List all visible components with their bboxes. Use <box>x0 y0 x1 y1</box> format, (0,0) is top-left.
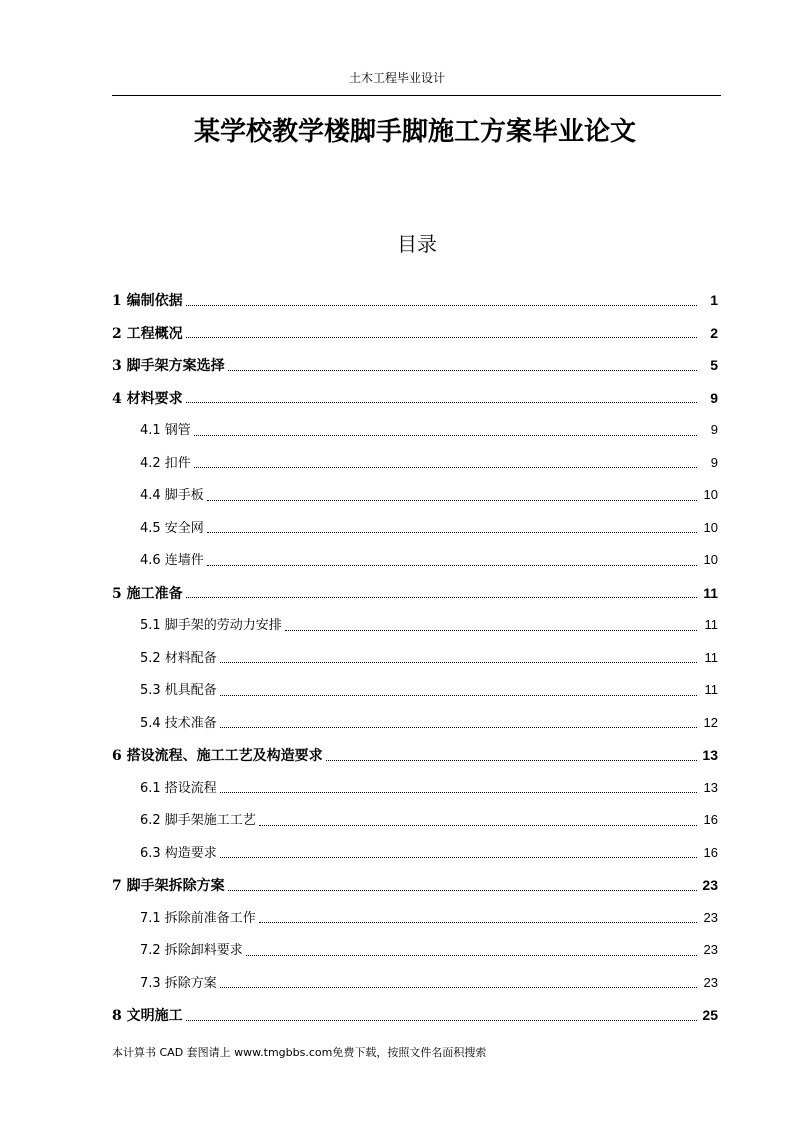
toc-entry-page-number: 16 <box>703 844 718 860</box>
toc-entry-page-number: 2 <box>710 324 718 341</box>
toc-dot-leader <box>186 337 697 338</box>
toc-entry-label: 7.2 拆除卸料要求 <box>140 943 243 958</box>
toc-entry-page-number: 23 <box>703 974 718 990</box>
toc-section-entry[interactable] <box>140 550 718 570</box>
toc-dot-leader <box>228 890 697 891</box>
toc-chapter-entry[interactable] <box>112 875 718 895</box>
toc-dot-leader <box>220 792 697 793</box>
toc-dot-leader <box>186 597 697 598</box>
toc-dot-leader <box>220 695 697 696</box>
footer-note: 本计算书 CAD 套图请上 www.tmgbbs.com免费下载，按照文件名面积搜索 <box>112 1046 487 1059</box>
toc-entry-page-number: 10 <box>703 487 718 502</box>
toc-chapter-entry[interactable] <box>112 1005 718 1025</box>
toc-chapter-entry[interactable] <box>112 388 718 408</box>
toc-entry-label: 5.3 机具配备 <box>140 683 217 698</box>
toc-section-entry[interactable] <box>140 908 718 928</box>
toc-entry-page-number: 10 <box>703 552 718 567</box>
toc-dot-leader <box>207 500 697 501</box>
document-title: 某学校教学楼脚手脚施工方案毕业论文 <box>193 117 636 147</box>
toc-entry-label: 5 施工准备 <box>112 585 183 602</box>
toc-entry-label: 5.1 脚手架的劳动力安排 <box>140 618 282 633</box>
toc-dot-leader <box>220 857 697 858</box>
toc-entry-label: 7.1 拆除前准备工作 <box>140 910 256 926</box>
toc-section-entry[interactable] <box>140 615 718 635</box>
toc-section-entry[interactable] <box>140 485 718 505</box>
toc-entry-label: 7 脚手架拆除方案 <box>112 878 225 894</box>
toc-dot-leader <box>186 1020 697 1021</box>
toc-dot-leader <box>246 955 697 956</box>
toc-entry-page-number: 13 <box>703 779 718 795</box>
toc-dot-leader <box>326 760 697 761</box>
toc-entry-page-number: 10 <box>703 519 718 535</box>
toc-section-entry[interactable] <box>140 453 718 473</box>
toc-entry-page-number: 11 <box>704 649 718 665</box>
toc-section-entry[interactable] <box>140 518 718 538</box>
toc-dot-leader <box>259 825 697 826</box>
toc-chapter-entry[interactable] <box>112 355 718 375</box>
toc-entry-label: 6.3 构造要求 <box>140 845 217 861</box>
toc-entry-page-number: 11 <box>704 682 718 697</box>
toc-dot-leader <box>220 727 697 728</box>
toc-entry-page-number: 9 <box>710 389 718 406</box>
toc-entry-label: 6.1 搭设流程 <box>140 780 217 796</box>
toc-section-entry[interactable] <box>140 810 718 830</box>
toc-entry-label: 1 编制依据 <box>112 293 183 309</box>
toc-section-entry[interactable] <box>140 973 718 993</box>
toc-entry-label: 6.2 脚手架施工工艺 <box>140 813 256 828</box>
toc-dot-leader <box>194 467 697 468</box>
toc-entry-label: 4.1 钢管 <box>140 423 191 438</box>
toc-chapter-entry[interactable] <box>112 583 718 603</box>
toc-chapter-entry[interactable] <box>112 290 718 310</box>
toc-dot-leader <box>207 565 697 566</box>
toc-entry-page-number: 9 <box>710 454 718 470</box>
toc-section-entry[interactable] <box>140 648 718 668</box>
toc-entry-page-number: 5 <box>710 357 718 373</box>
toc-entry-label: 4 材料要求 <box>112 390 183 407</box>
toc-section-entry[interactable] <box>140 420 718 440</box>
running-header: 土木工程毕业设计 <box>348 71 445 85</box>
toc-dot-leader <box>220 662 697 663</box>
toc-entry-label: 6 搭设流程、施工工艺及构造要求 <box>112 748 323 764</box>
toc-dot-leader <box>285 630 697 631</box>
toc-section-entry[interactable] <box>140 713 718 733</box>
toc-entry-label: 7.3 拆除方案 <box>140 975 217 991</box>
toc-entry-page-number: 16 <box>703 812 718 827</box>
toc-entry-label: 2 工程概况 <box>112 325 183 342</box>
toc-entry-page-number: 1 <box>710 292 718 308</box>
toc-entry-page-number: 25 <box>702 1007 718 1023</box>
toc-entry-label: 4.6 连墙件 <box>140 553 204 568</box>
toc-entry-label: 3 脚手架方案选择 <box>112 358 225 374</box>
toc-section-entry[interactable] <box>140 843 718 863</box>
toc-dot-leader <box>259 922 697 923</box>
toc-dot-leader <box>207 532 697 533</box>
toc-entry-label: 4.5 安全网 <box>140 520 204 536</box>
toc-entry-page-number: 11 <box>704 617 718 632</box>
toc-dot-leader <box>228 370 697 371</box>
toc-entry-label: 5.2 材料配备 <box>140 650 217 666</box>
toc-section-entry[interactable] <box>140 680 718 700</box>
toc-dot-leader <box>220 987 697 988</box>
toc-section-entry[interactable] <box>140 778 718 798</box>
toc-chapter-entry[interactable] <box>112 323 718 343</box>
toc-dot-leader <box>186 305 697 306</box>
toc-dot-leader <box>186 402 697 403</box>
toc-entry-label: 4.2 扣件 <box>140 455 191 471</box>
toc-heading: 目录 <box>397 232 437 256</box>
toc-entry-page-number: 23 <box>703 909 718 925</box>
toc-entry-label: 4.4 脚手板 <box>140 488 204 503</box>
toc-chapter-entry[interactable] <box>112 745 718 765</box>
toc-entry-page-number: 12 <box>703 714 718 730</box>
toc-entry-page-number: 23 <box>702 877 718 893</box>
toc-dot-leader <box>194 435 697 436</box>
toc-section-entry[interactable] <box>140 940 718 960</box>
toc-entry-label: 5.4 技术准备 <box>140 715 217 731</box>
toc-entry-page-number: 9 <box>710 422 718 437</box>
toc-entry-page-number: 11 <box>703 584 718 601</box>
toc-entry-label: 8 文明施工 <box>112 1008 183 1024</box>
toc-entry-page-number: 13 <box>702 747 718 763</box>
toc-entry-page-number: 23 <box>703 942 718 957</box>
